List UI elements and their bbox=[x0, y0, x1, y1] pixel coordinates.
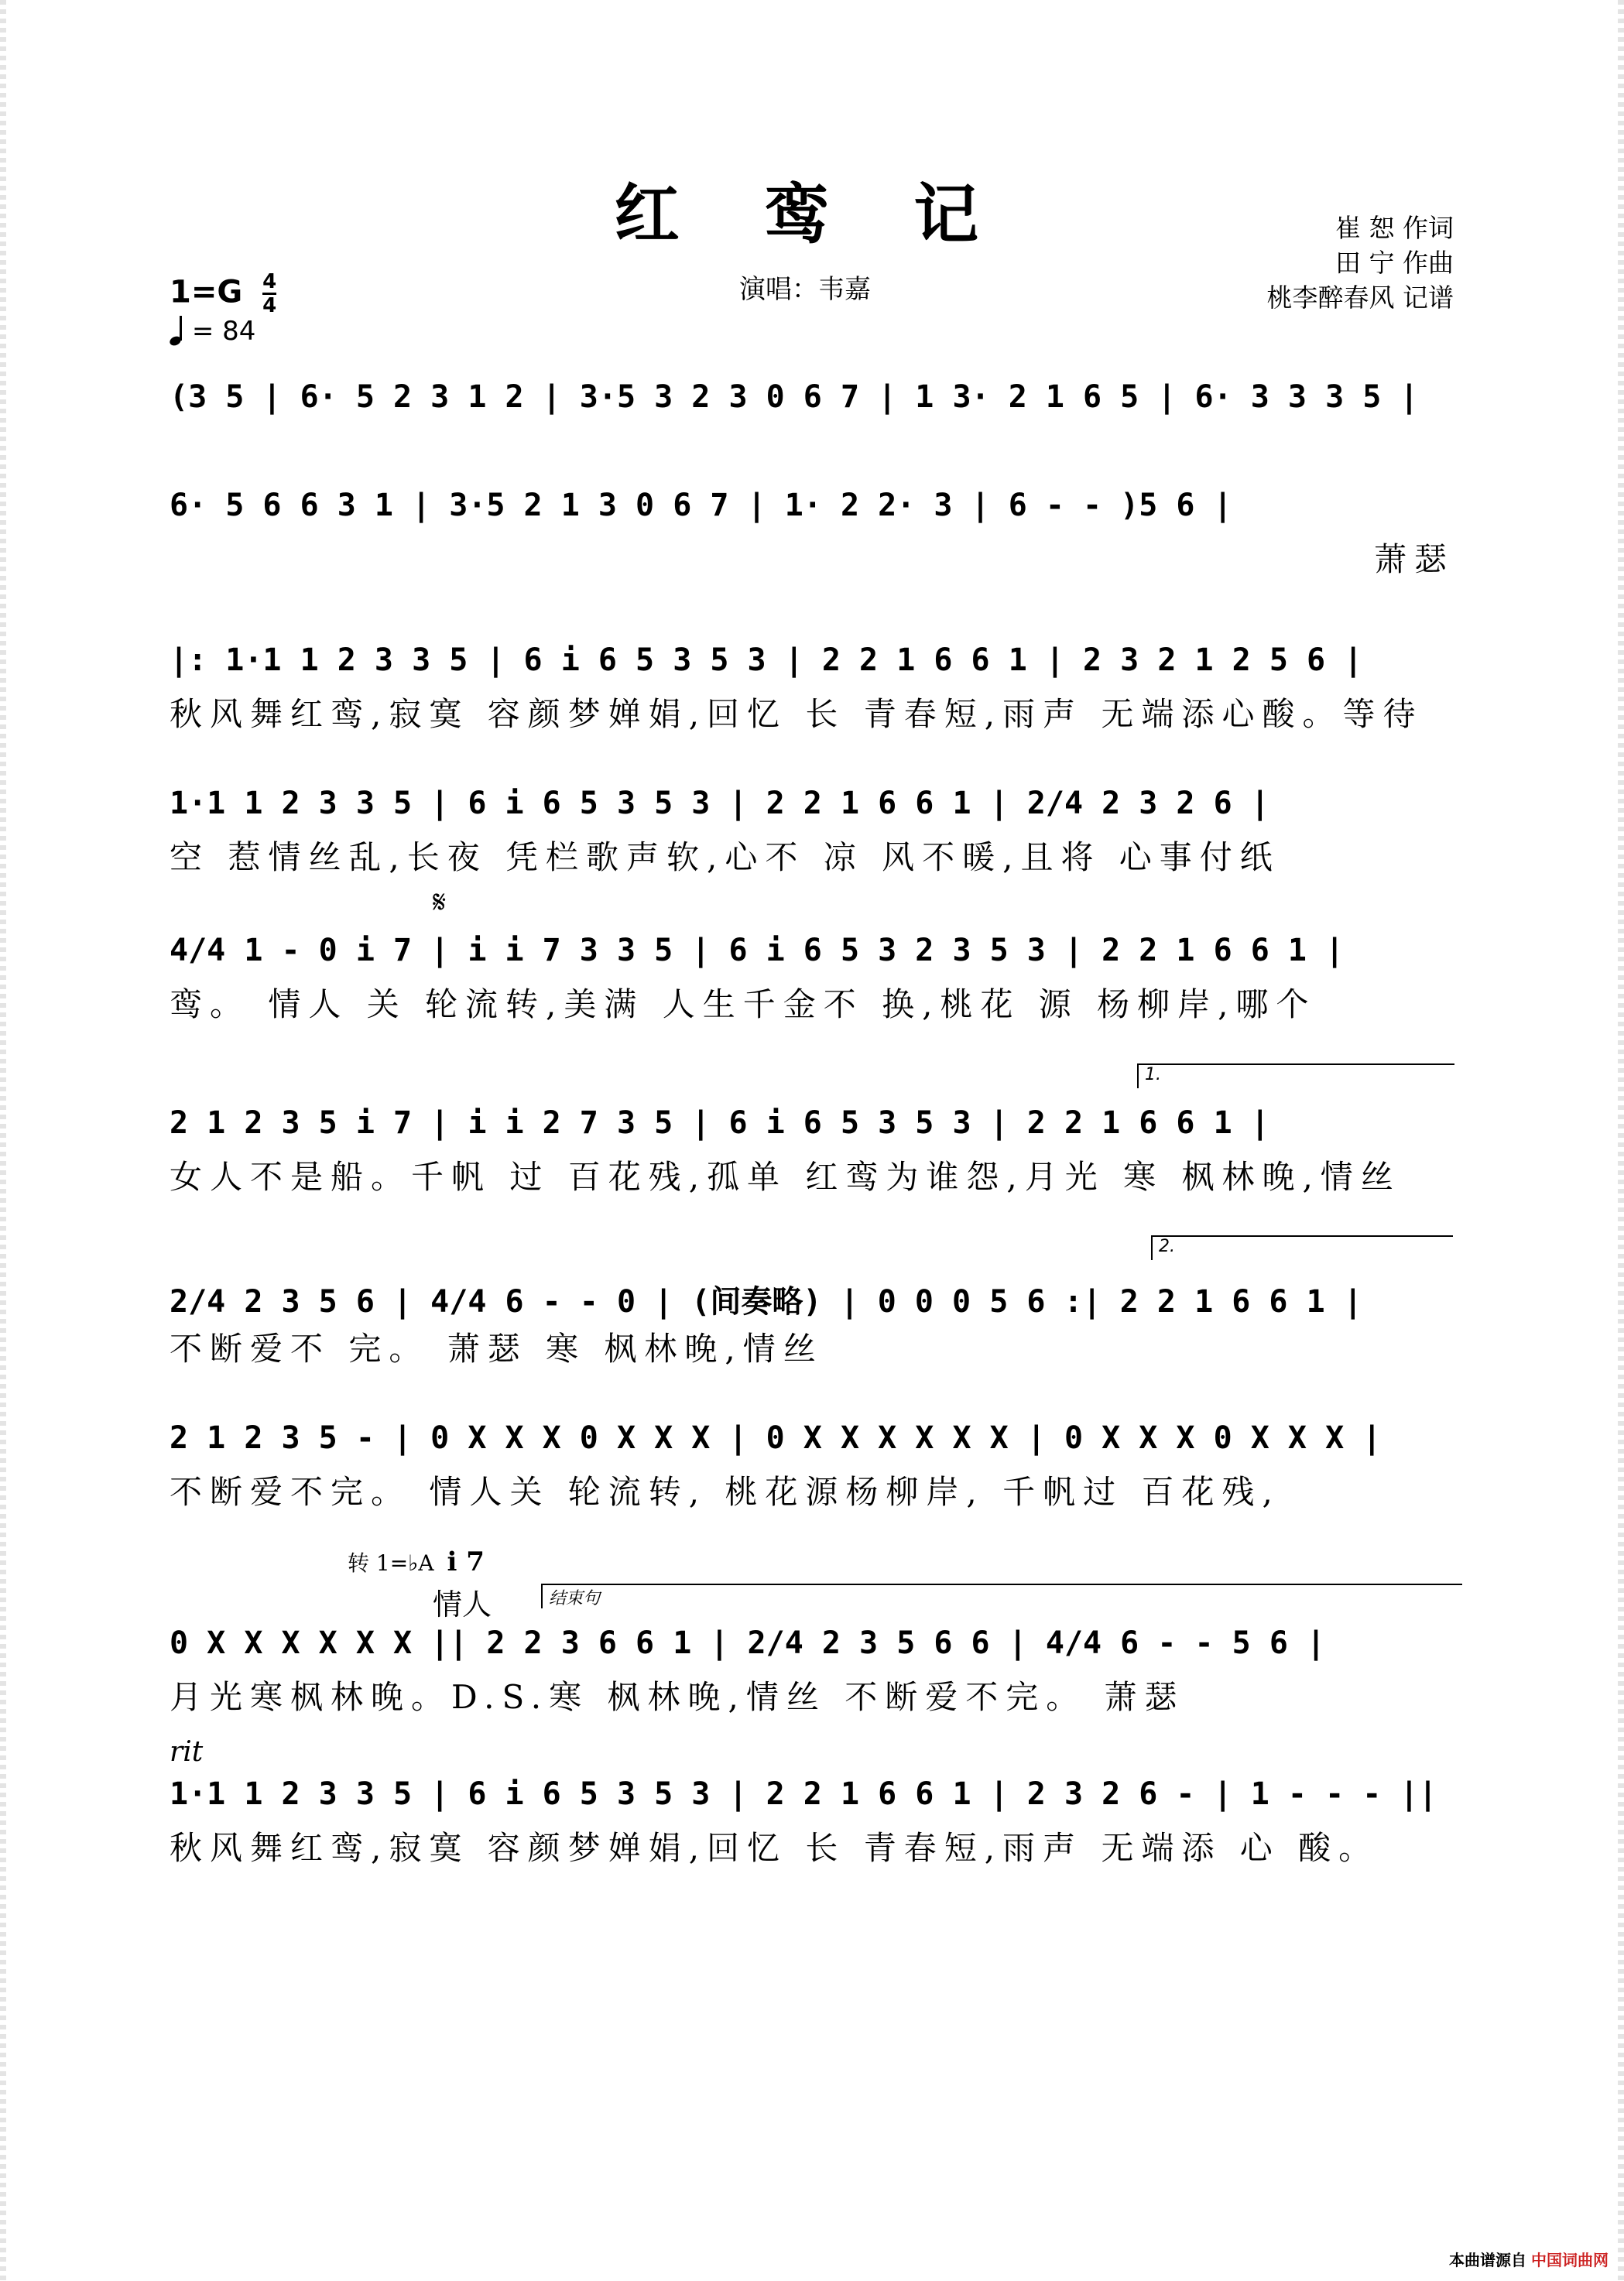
notes-line: 2/4 2 3 5 6 | 4/4 6 - - 0 | (间奏略) | 0 0 0 5 6 :| 2 2 1 6 6 1 | bbox=[170, 1284, 1362, 1320]
quarter-note-icon bbox=[170, 316, 183, 347]
lyrics-line: 女人不是船。千帆 过 百花残,孤单 红鸾为谁怨,月光 寒 枫林晚,情丝 bbox=[170, 1158, 1401, 1196]
segno-sign: 𝄋 bbox=[433, 885, 447, 920]
notes-line: 0 X X X X X X || 2 2 3 6 6 1 | 2/4 2 3 5 6 6 | 4/4 6 - - 5 6 | bbox=[170, 1625, 1326, 1661]
composer-credit: 田 宁 作曲 bbox=[1335, 248, 1454, 278]
time-bottom: 4 bbox=[262, 294, 277, 317]
notes-line: 1·1 1 2 3 3 5 | 6 i 6 5 3 5 3 | 2 2 1 6 6 1 | 2 3 2 6 - | 1 - - - || bbox=[170, 1776, 1437, 1812]
singer-credit: 演唱：韦嘉 bbox=[739, 274, 871, 305]
notes-line: (3 5 | 6· 5 2 3 1 2 | 3·5 3 2 3 0 6 7 | 1 3· 2 1 6 5 | 6· 3 3 3 5 | bbox=[170, 379, 1419, 415]
system-7 bbox=[170, 1237, 1454, 1370]
system-6 bbox=[170, 1065, 1454, 1198]
notes-line: |: 1·1 1 2 3 3 5 | 6 i 6 5 3 5 3 | 2 2 1 6 6 1 | 2 3 2 1 2 5 6 | bbox=[170, 642, 1363, 678]
footer-source: 本曲谱源自 bbox=[1449, 2251, 1526, 2269]
system-3 bbox=[170, 635, 1454, 735]
credits bbox=[1267, 211, 1454, 315]
lyrics-line: 不断爱不完。 情人关 轮流转, 桃花源杨柳岸, 千帆过 百花残, bbox=[170, 1473, 1280, 1511]
modulation-lyric: 情人 bbox=[433, 1587, 492, 1622]
system-5 bbox=[170, 885, 1454, 1026]
lyricist-credit: 崔 恕 作词 bbox=[1335, 213, 1454, 243]
lyrics-line: 鸾。 情人 关 轮流转,美满 人生千金不 换,桃花 源 杨柳岸,哪个 bbox=[170, 985, 1317, 1023]
modulation-key: 转 1=♭A bbox=[348, 1550, 434, 1576]
transcriber-credit: 桃李醉春风 记谱 bbox=[1266, 283, 1454, 313]
first-ending: 1. bbox=[1137, 1063, 1454, 1088]
notes-line: 6· 5 6 6 3 1 | 3·5 2 1 3 0 6 7 | 1· 2 2· 3 | 6 - - )5 6 | bbox=[170, 488, 1232, 523]
rit-marking: rit bbox=[170, 1736, 204, 1768]
song-title: 红 鸾 记 bbox=[614, 176, 1010, 252]
system-9 bbox=[170, 1546, 1454, 1718]
footer-site: 中国词曲网 bbox=[1531, 2251, 1609, 2269]
notes-line: 4/4 1 - 0 i 7 | i i 7 3 3 5 | 6 i 6 5 3 2 3 5 3 | 2 2 1 6 6 1 | bbox=[170, 933, 1345, 968]
modulation-marking bbox=[348, 1546, 485, 1577]
system-10 bbox=[170, 1736, 1454, 1869]
lyrics-line: 萧瑟 bbox=[1373, 540, 1454, 578]
time-top: 4 bbox=[262, 270, 277, 293]
system-2 bbox=[170, 480, 1454, 581]
time-signature bbox=[262, 271, 276, 317]
lyrics-line: 月光寒枫林晚。D.S.寒 枫林晚,情丝 不断爱不完。 萧瑟 bbox=[170, 1678, 1185, 1716]
source-footer bbox=[1449, 2248, 1609, 2270]
system-4 bbox=[170, 778, 1454, 878]
tempo-value: = 84 bbox=[191, 316, 256, 347]
tempo-marking bbox=[170, 316, 255, 347]
notes-line: 2 1 2 3 5 i 7 | i i 2 7 3 5 | 6 i 6 5 3 5 3 | 2 2 1 6 6 1 | bbox=[170, 1105, 1269, 1141]
lyrics-line: 不断爱不 完。 萧瑟 寒 枫林晚,情丝 bbox=[170, 1330, 824, 1368]
right-border bbox=[1618, 0, 1624, 2281]
lyrics-line: 秋风舞红鸾,寂寞 容颜梦婵娟,回忆 长 青春短,雨声 无端添心酸。等待 bbox=[170, 695, 1424, 733]
system-8 bbox=[170, 1413, 1454, 1513]
second-ending: 2. bbox=[1151, 1235, 1453, 1260]
key-signature bbox=[170, 271, 276, 317]
key-label: 1=G bbox=[170, 274, 243, 310]
notes-line: 2 1 2 3 5 - | 0 X X X 0 X X X | 0 X X X X X X | 0 X X X 0 X X X | bbox=[170, 1420, 1382, 1456]
system-1 bbox=[170, 372, 1454, 426]
lyrics-line: 空 惹情丝乱,长夜 凭栏歌声软,心不 凉 风不暖,且将 心事付纸 bbox=[170, 838, 1280, 876]
ending-section: 结束句 bbox=[541, 1584, 1462, 1608]
modulation-notes: i 7 bbox=[447, 1546, 485, 1577]
notes-line: 1·1 1 2 3 3 5 | 6 i 6 5 3 5 3 | 2 2 1 6 6 1 | 2/4 2 3 2 6 | bbox=[170, 786, 1269, 821]
left-border bbox=[0, 0, 6, 2281]
lyrics-line: 秋风舞红鸾,寂寞 容颜梦婵娟,回忆 长 青春短,雨声 无端添 心 酸。 bbox=[170, 1829, 1379, 1867]
